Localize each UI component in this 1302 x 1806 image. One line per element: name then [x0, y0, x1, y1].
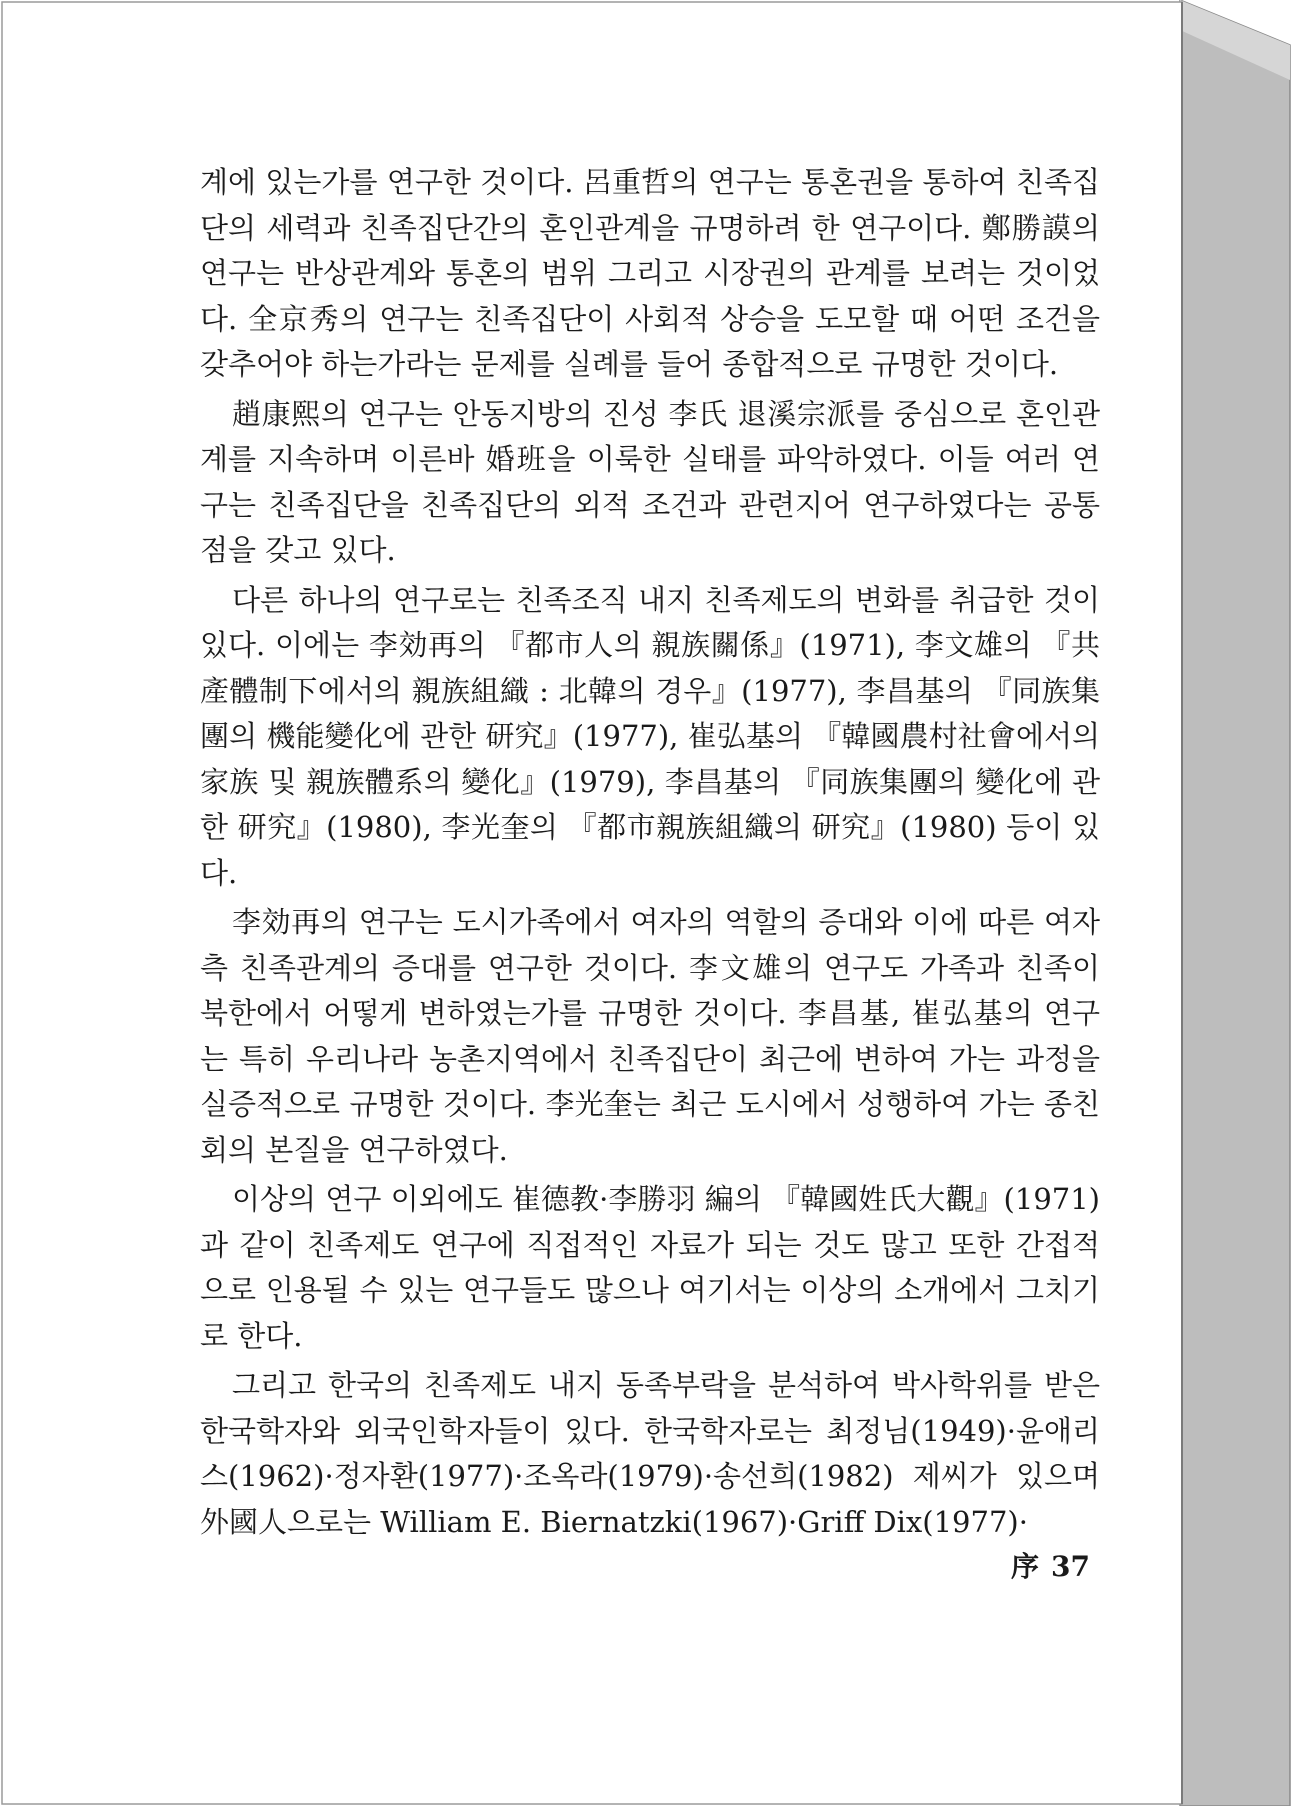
- paragraph-3: 다른 하나의 연구로는 친족조직 내지 친족제도의 변화를 취급한 것이있다. 이에는 李効再의 『都市人의 親族關係』(1971), 李文雄의 『共產體制下에서의 親族組織 : 北韓의 경우』(1977), 李昌基의 『同族集團의 機能變化에 관한 研究』(1977), 崔弘基의 『韓國農村社會에서의 家族 및 親族體系의 變化』(1979), 李昌基의 『同族集團의 變化에 관한 研究』(1980), 李光奎의 『都市親族組織의 研究』(1980) 등이 있다.: [200, 582, 1100, 890]
- paragraph-5: 이상의 연구 이외에도 崔德教·李勝羽 編의 『韓國姓氏大觀』(1971)과 같이 친족제도 연구에 직접적인 자료가 되는 것도 많고 또한 간접적으로 인용될 수 있는 연구들도 많으나 여기서는 이상의 소개에서 그치기로 한다.: [200, 1182, 1100, 1353]
- page-side: [1180, 0, 1290, 1806]
- paragraph-4: 李効再의 연구는 도시가족에서 여자의 역할의 증대와 이에 따른 여자측 친족관계의 증대를 연구한 것이다. 李文雄의 연구도 가족과 친족이 북한에서 어떻게 변하였는가를 규명한 것이다. 李昌基, 崔弘基의 연구는 특히 우리나라 농촌지역에서 친족집단이 최근에 변하여 가는 과정을 실증적으로 규명한 것이다. 李光奎는 최근 도시에서 성행하여 가는 종친회의 본질을 연구하였다.: [200, 905, 1100, 1167]
- page-footer: [1000, 1545, 1090, 1585]
- body-text: [200, 160, 1100, 1545]
- paragraph-2: 趙康熙의 연구는 안동지방의 진성 李氏 退溪宗派를 중심으로 혼인관계를 지속하며 이른바 婚班을 이룩한 실태를 파악하였다. 이들 여러 연구는 친족집단을 친족집단의 외적 조건과 관련지어 연구하였다는 공통점을 갖고 있다.: [200, 396, 1100, 567]
- section-label: 序: [1011, 1550, 1040, 1583]
- paragraph-1: 계에 있는가를 연구한 것이다. 呂重哲의 연구는 통혼권을 통하여 친족집단의 세력과 친족집단간의 혼인관계을 규명하려 한 연구이다. 鄭勝謨의 연구는 반상관계와 통혼의 범위 그리고 시장권의 관계를 보려는 것이었다. 全京秀의 연구는 친족집단이 사회적 상승을 도모할 때 어떤 조건을 갖추어야 하는가라는 문제를 실례를 들어 종합적으로 규명한 것이다.: [200, 165, 1100, 381]
- page-number: 37: [1051, 1550, 1090, 1583]
- paragraph-6: 그리고 한국의 친족제도 내지 동족부락을 분석하여 박사학위를 받은 한국학자와 외국인학자들이 있다. 한국학자로는 최정님(1949)·윤애리스(1962)·정자환(1977)·조옥라(1979)·송선희(1982) 제씨가 있으며 外國人으로는 William E. Biernatzki(1967)·Griff Dix(1977)·: [200, 1368, 1100, 1539]
